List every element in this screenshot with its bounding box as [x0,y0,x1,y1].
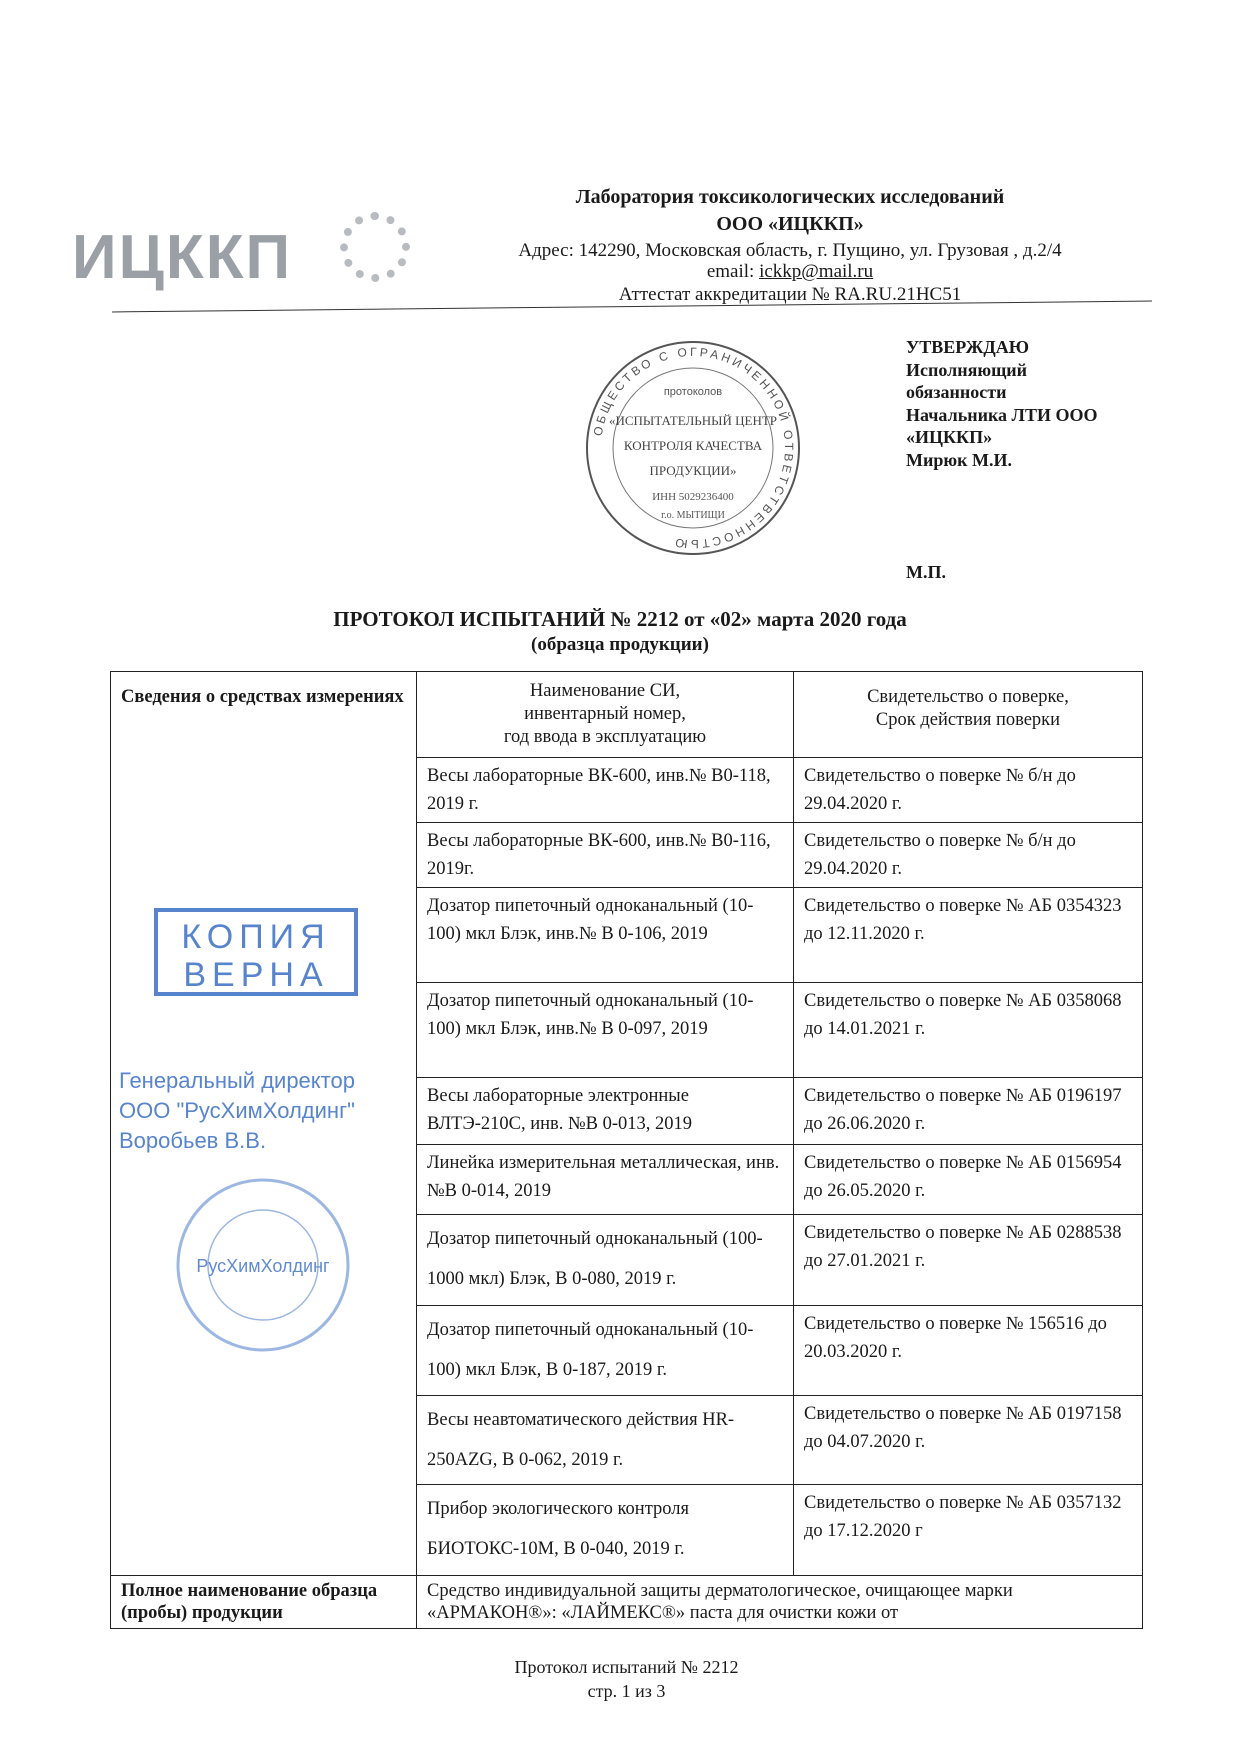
seal-text: ПРОДУКЦИИ» [649,463,737,478]
product-value: Средство индивидуальной защиты дерматологическое, очищающее марки «АРМАКОН®»: «ЛАЙМЕКС®» паста для очистки кожи от [417,1576,1143,1629]
logo-text: ИЦККП [72,223,293,292]
certificate-cell: Свидетельство о поверке № АБ 0358068 до 14.01.2021 г. [794,983,1143,1078]
header-line: инвентарный номер, [524,704,686,724]
director-stamp-text: Генеральный директор [119,1068,355,1093]
seal-city: г.о. МЫТИЩИ [661,510,725,521]
header-line: Свидетельство о поверке, [867,687,1069,707]
instrument-cell: Весы лабораторные ВК-600, инв.№ В0-116, 2019г. [417,823,794,888]
instrument-cell: Дозатор пипеточный одноканальный (10-100) мкл Блэк, инв.№ В 0-106, 2019 [417,888,794,983]
seal-ring-text: ОБЩЕСТВО С ОГРАНИЧЕННОЙ ОТВЕТСТВЕННОСТЬЮ [590,344,797,552]
certificate-cell: Свидетельство о поверке № АБ 0357132 до 17.12.2020 г [794,1485,1143,1576]
director-stamp-text: ООО "РусХимХолдинг" [119,1098,355,1123]
product-label: Полное наименование образца (пробы) продукции [111,1576,417,1629]
approval-line: Начальника ЛТИ ООО [906,404,1098,425]
certificate-cell: Свидетельство о поверке № АБ 0196197 до 26.06.2020 г. [794,1078,1143,1145]
protocol-title: ПРОТОКОЛ ИСПЫТАНИЙ № 2212 от «02» марта 2020 года [333,607,907,631]
certificate-cell: Свидетельство о поверке № 156516 до 20.03.2020 г. [794,1306,1143,1396]
footer-page-number: стр. 1 из 3 [587,1681,666,1701]
col-instrument-header [417,672,794,758]
round-seal-stamp [580,335,806,561]
copy-stamp-text: КОПИЯ [181,918,331,956]
director-stamp-text: Воробьев В.В. [119,1128,267,1153]
org-name: ООО «ИЦККП» [716,213,864,235]
instrument-cell: Линейка измерительная металлическая, инв. №В 0-014, 2019 [417,1145,794,1215]
approval-line: Исполняющий [906,359,1028,380]
certificate-cell: Свидетельство о поверке № б/н до 29.04.2020 г. [794,758,1143,823]
company-logo [72,222,292,293]
seal-text: «ИСПЫТАТЕЛЬНЫЙ ЦЕНТР [608,413,778,428]
section-label: Сведения о средствах измерениях [121,687,404,707]
seal-text: КОНТРОЛЯ КАЧЕСТВА [623,438,763,453]
address: Адрес: 142290, Московская область, г. Пущино, ул. Грузовая , д.2/4 [518,240,1062,261]
lab-name: Лаборатория токсикологических исследований [575,186,1005,208]
instrument-cell: Весы лабораторные ВК-600, инв.№ В0-118, 2019 г. [417,758,794,823]
email-line [440,261,1140,283]
director-stamp [113,1060,413,1360]
table-header-row [111,672,1143,758]
accreditation: Аттестат аккредитации № RA.RU.21HC51 [618,284,962,305]
certificate-cell: Свидетельство о поверке № б/н до 29.04.2020 г. [794,823,1143,888]
header-line: Срок действия поверки [875,710,1061,730]
instrument-cell: Весы лабораторные электронные ВЛТЭ-210С, инв. №В 0-013, 2019 [417,1078,794,1145]
instrument-cell: Дозатор пипеточный одноканальный (10-100) мкл Блэк, В 0-187, 2019 г. [417,1306,794,1396]
approval-heading: УТВЕРЖДАЮ [906,337,1030,357]
certificate-cell: Свидетельство о поверке № АБ 0354323 до 12.11.2020 г. [794,888,1143,983]
footer-protocol: Протокол испытаний № 2212 [514,1657,739,1677]
instrument-cell: Весы неавтоматического действия HR-250AZG, В 0-062, 2019 г. [417,1396,794,1485]
logo-emblem-icon [340,212,410,282]
approval-block [906,336,1097,584]
certificate-cell: Свидетельство о поверке № АБ 0156954 до 26.05.2020 г. [794,1145,1143,1215]
copy-verified-stamp [150,900,365,1005]
seal-text: протоколов [663,386,723,398]
approval-signatory: Мирюк М.И. [906,449,1012,470]
instrument-cell: Дозатор пипеточный одноканальный (100-1000 мкл) Блэк, В 0-080, 2019 г. [417,1215,794,1306]
certificate-cell: Свидетельство о поверке № АБ 0288538 до 27.01.2021 г. [794,1215,1143,1306]
protocol-subtitle: (образца продукции) [531,634,709,655]
blue-round-stamp-text: РусХимХолдинг [196,1256,330,1276]
product-name-row [111,1576,1143,1629]
header-line: Наименование СИ, [529,681,681,701]
approval-spacer [906,471,1097,561]
approval-line: «ИЦККП» [906,427,993,447]
instrument-cell: Дозатор пипеточный одноканальный (10-100) мкл Блэк, инв.№ В 0-097, 2019 [417,983,794,1078]
seal-inn: ИНН 5029236400 [652,491,734,503]
email-label: email: [706,261,760,282]
approval-line: обязанности [906,382,1007,402]
approval-seal-mark: М.П. [906,562,946,582]
header-line: год ввода в эксплуатацию [503,727,707,747]
col-certificate-header [794,672,1143,758]
email-link[interactable]: ickkp@mail.ru [759,261,874,282]
instrument-cell: Прибор экологического контроля БИОТОКС-10М, В 0-040, 2019 г. [417,1485,794,1576]
certificate-cell: Свидетельство о поверке № АБ 0197158 до 04.07.2020 г. [794,1396,1143,1485]
copy-stamp-text: ВЕРНА [183,956,329,994]
